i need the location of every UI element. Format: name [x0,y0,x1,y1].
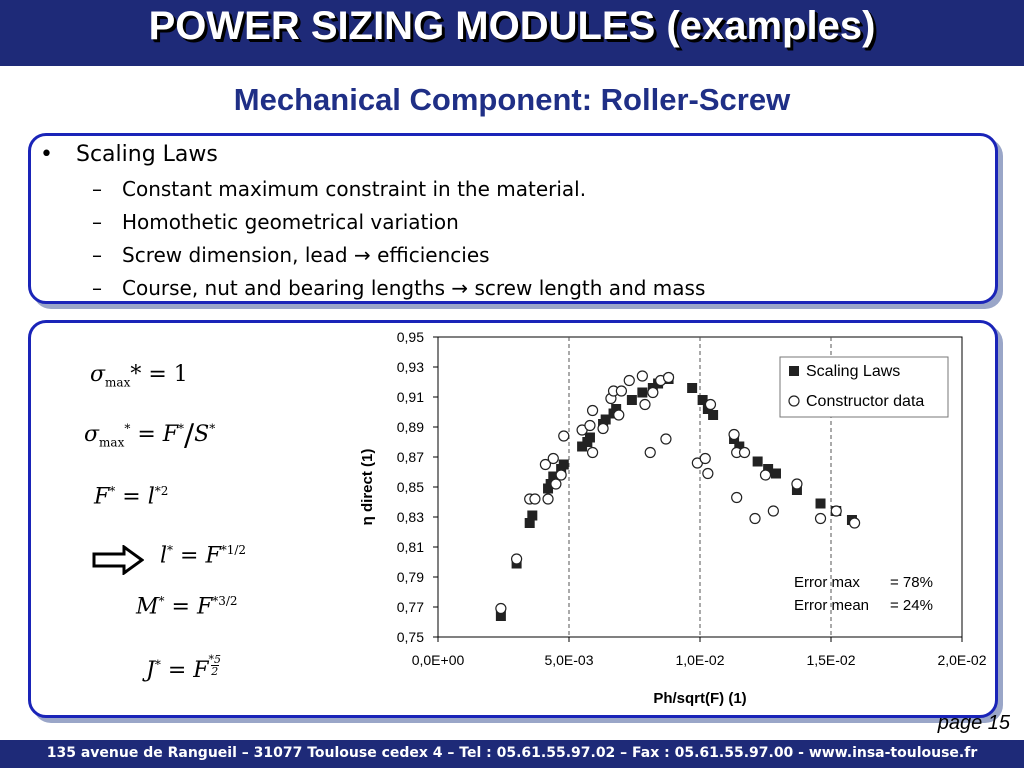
bullet-sub [92,243,490,267]
constructor-data-point [792,479,802,489]
annotation-label: Error max [794,574,860,591]
constructor-data-point [588,448,598,458]
x-tick-label: 1,5E-02 [806,652,856,668]
scaling-laws-point [708,410,718,420]
bullet-sub-label: Constant maximum constraint in the material. [122,177,587,201]
scaling-laws-point [627,395,637,405]
footer-address: 135 avenue de Rangueil – 31077 Toulouse cedex 4 – Tel : 05.61.55.97.02 – Fax : 05.61.55.97.00 - www.insa-toulouse.fr [46,745,978,761]
constructor-data-point [740,448,750,458]
constructor-data-point [850,518,860,528]
dash-icon: – [92,177,102,201]
y-tick-label: 0,83 [396,509,424,525]
bullet-sub [92,210,459,234]
constructor-data-point [616,386,626,396]
scaling-laws-point [753,457,763,467]
constructor-data-point [705,400,715,410]
y-tick-label: 0,93 [396,359,424,375]
legend-square-icon [789,366,799,376]
scaling-laws-point [816,499,826,509]
constructor-data-point [496,604,506,614]
scaling-laws-point [637,388,647,398]
equation-sigma-max: $\sigma_{max}* = 1$ [90,362,188,390]
y-tick-label: 0,81 [396,539,424,555]
bullet-sub [92,177,586,201]
bullet-sub-label: Homothetic geometrical variation [122,210,459,234]
constructor-data-point [530,494,540,504]
dash-icon: – [92,210,102,234]
bullet-sub [92,276,705,300]
bullet-main [40,142,218,167]
equation-inertia: J* = F $\frac{*5}{2}$ [146,653,222,683]
scaling-laws-point [527,511,537,521]
constructor-data-point [768,506,778,516]
constructor-data-point [664,373,674,383]
y-tick-label: 0,91 [396,389,424,405]
constructor-data-point [703,469,713,479]
annotation-value: = 78% [890,574,933,591]
scaling-laws-point [771,469,781,479]
constructor-data-point [548,454,558,464]
constructor-data-point [551,479,561,489]
annotation-label: Error mean [794,597,870,614]
bullet-dot-icon: • [40,142,53,167]
constructor-data-point [588,406,598,416]
y-axis-label: η direct (1) [359,448,376,526]
constructor-data-point [648,388,658,398]
constructor-data-point [556,470,566,480]
x-tick-label: 5,0E-03 [544,652,594,668]
bullet-sub-label: Screw dimension, lead → efficiencies [122,243,490,267]
page-number: page 15 [937,712,1010,734]
annotation-value: = 24% [890,597,933,614]
chart-area [350,325,1000,710]
constructor-data-point [750,514,760,524]
constructor-data-point [732,493,742,503]
legend-label: Constructor data [806,393,925,410]
scatter-chart [350,325,1000,710]
legend-circle-icon [789,396,799,406]
constructor-data-point [700,454,710,464]
constructor-data-point [598,424,608,434]
y-tick-label: 0,95 [396,329,424,345]
slide-title: POWER SIZING MODULES (examples) [148,4,876,48]
constructor-data-point [761,470,771,480]
dash-icon: – [92,243,102,267]
y-tick-label: 0,87 [396,449,424,465]
equation-mass: $M^* = F^{*3/2}$ [136,594,238,620]
constructor-data-point [512,554,522,564]
equation-force-length: $F^* = l^{*2}$ [94,484,169,510]
y-tick-label: 0,77 [396,599,424,615]
implies-arrow-icon [92,545,144,575]
constructor-data-point [831,506,841,516]
scaling-laws-point [585,433,595,443]
scaling-laws-point [559,460,569,470]
equation-sigma-max-ratio: $\sigma_{max}^* = F^*/S^*$ [84,418,216,453]
constructor-data-point [637,371,647,381]
x-tick-label: 2,0E-02 [937,652,987,668]
x-tick-label: 0,0E+00 [411,652,465,668]
constructor-data-point [624,376,634,386]
y-tick-label: 0,89 [396,419,424,435]
legend-label: Scaling Laws [806,363,901,380]
constructor-data-point [729,430,739,440]
y-tick-label: 0,79 [396,569,424,585]
equation-length: $l^* = F^{*1/2}$ [160,543,247,569]
bullet-sub-label: Course, nut and bearing lengths → screw length and mass [122,276,706,300]
slide-subtitle: Mechanical Component: Roller-Screw [233,82,791,117]
bullet-main-label: Scaling Laws [76,142,218,167]
scaling-laws-point [687,383,697,393]
x-axis-label: Ph/sqrt(F) (1) [653,690,747,707]
constructor-data-point [543,494,553,504]
constructor-data-point [585,421,595,431]
constructor-data-point [614,410,624,420]
y-tick-label: 0,75 [396,629,424,645]
constructor-data-point [640,400,650,410]
constructor-data-point [661,434,671,444]
constructor-data-point [816,514,826,524]
constructor-data-point [559,431,569,441]
dash-icon: – [92,276,102,300]
constructor-data-point [645,448,655,458]
y-tick-label: 0,85 [396,479,424,495]
x-tick-label: 1,0E-02 [675,652,725,668]
